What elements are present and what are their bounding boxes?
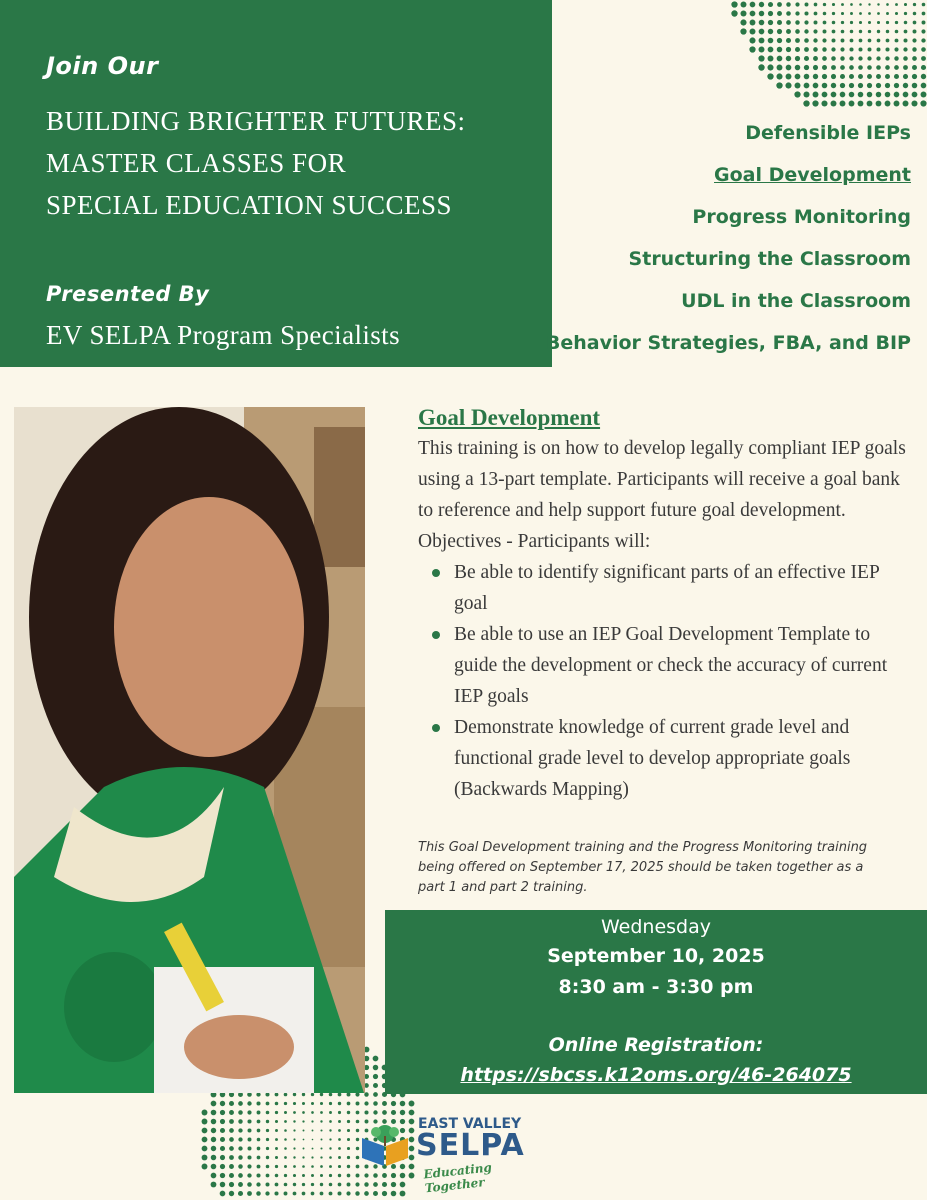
- course-description: [418, 405, 908, 805]
- event-details-box: [385, 910, 927, 1094]
- series-session-list: [546, 118, 911, 370]
- series-item: Behavior Strategies, FBA, and BIP: [545, 332, 911, 354]
- teacher-writing-photo: [14, 407, 365, 1093]
- series-item: Structuring the Classroom: [628, 248, 911, 270]
- east-valley-selpa-logo: [358, 1116, 528, 1196]
- course-description-text: This training is on how to develop legally compliant IEP goals using a 13-part template. Participants will receive a goal bank to reference and help support future goal development. Objectives - Participants will:: [418, 438, 906, 552]
- presented-by-label: Presented By: [46, 282, 210, 306]
- registration-label: Online Registration:: [548, 1034, 764, 1056]
- series-item: UDL in the Classroom: [681, 290, 911, 312]
- title-line: SPECIAL EDUCATION SUCCESS: [46, 190, 453, 220]
- event-day: Wednesday: [600, 916, 711, 938]
- logo-name: SELPA: [416, 1128, 525, 1163]
- title-line: MASTER CLASSES FOR: [46, 148, 347, 178]
- objective-item: Demonstrate knowledge of current grade level and functional grade level to develop appropriate goals (Backwards Mapping): [454, 712, 908, 805]
- series-item: Defensible IEPs: [745, 122, 911, 144]
- header-banner: [0, 0, 552, 367]
- event-series-title: [46, 100, 526, 226]
- series-item-current: Goal Development: [714, 164, 911, 186]
- logo-top-text: EAST VALLEY: [418, 1116, 522, 1132]
- objective-item: Be able to use an IEP Goal Development Template to guide the development or check the accuracy of current IEP goals: [454, 619, 908, 712]
- part-note: This Goal Development training and the Progress Monitoring training being offered on September 17, 2025 should be taken together as a part 1 and part 2 training.: [418, 840, 868, 895]
- registration-link[interactable]: https://sbcss.k12oms.org/46-264075: [460, 1064, 852, 1086]
- join-label: Join Our: [46, 52, 159, 80]
- event-date: September 10, 2025: [547, 945, 765, 967]
- course-heading: Goal Development: [418, 405, 601, 430]
- book-tree-icon: [358, 1122, 412, 1168]
- objective-item: Be able to identify significant parts of an effective IEP goal: [454, 557, 908, 619]
- series-item: Progress Monitoring: [692, 206, 911, 228]
- presenter-name: EV SELPA Program Specialists: [46, 320, 400, 350]
- title-line: BUILDING BRIGHTER FUTURES:: [46, 106, 466, 136]
- event-time: 8:30 am - 3:30 pm: [558, 976, 754, 998]
- decorative-dots-top: [730, 0, 927, 110]
- objectives-list: [418, 557, 908, 805]
- logo-tagline: Educating Together: [422, 1160, 493, 1196]
